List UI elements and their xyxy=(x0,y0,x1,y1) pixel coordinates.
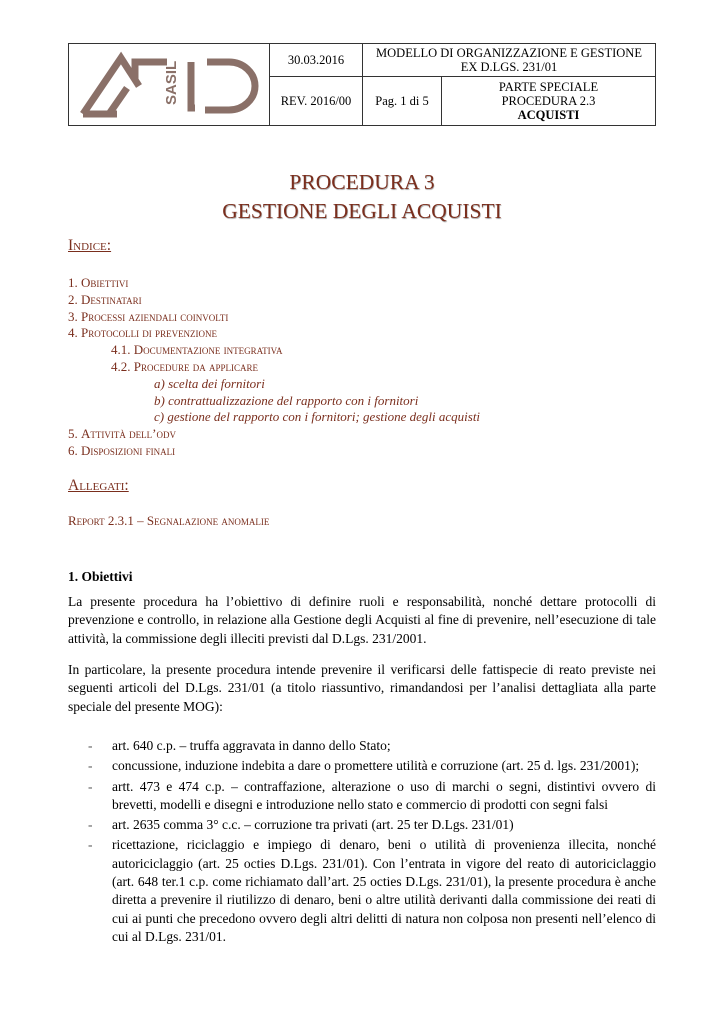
header-model-title: MODELLO DI ORGANIZZAZIONE E GESTIONE EX D.LGS. 231/01 xyxy=(363,44,656,77)
document-title-line2: GESTIONE DEGLI ACQUISTI xyxy=(222,199,502,223)
header-parte-speciale: PARTE SPECIALE xyxy=(498,80,599,94)
toc-subsubitem[interactable]: b) contrattualizzazione del rapporto con i fornitori xyxy=(154,392,419,408)
document-title-line1: PROCEDURA 3 xyxy=(289,170,435,194)
bullet-dash: - xyxy=(88,837,93,853)
list-item: - art. 640 c.p. – truffa aggravata in danno dello Stato; xyxy=(68,737,656,755)
logo-wordmark: SASIL xyxy=(163,60,180,105)
toc-subitem[interactable]: 4.2. Procedure da applicare xyxy=(111,358,258,374)
list-item: - artt. 473 e 474 c.p. – contraffazione, alterazione o uso di marchi o segni, distintivi ovvero di brevetti, modelli e disegni e introduzione nello stato e commercio di prodotti con segni falsi xyxy=(88,778,656,812)
attachment-report-link[interactable]: Report 2.3.1 – Segnalazione anomalie xyxy=(68,513,270,528)
header-date: 30.03.2016 xyxy=(270,44,363,77)
toc-item[interactable]: 2. Destinatari xyxy=(68,291,142,307)
toc-item[interactable]: 3. Processi aziendali coinvolti xyxy=(68,308,229,324)
logo-cell xyxy=(69,44,270,126)
offense-list xyxy=(68,737,656,948)
toc-item[interactable]: 6. Disposizioni finali xyxy=(68,442,176,458)
attachments-heading: Allegati: xyxy=(68,477,129,494)
toc-subitem[interactable]: 4.1. Documentazione integrativa xyxy=(111,342,283,358)
section-heading-obiettivi: 1. Obiettivi xyxy=(68,569,133,584)
list-item: - concussione, induzione indebita a dare o promettere utilità e corruzione (art. 25 d. lgs. 231/2001); xyxy=(68,757,656,775)
header-table xyxy=(68,43,656,126)
toc-item[interactable]: 1. Obiettivi xyxy=(68,275,129,290)
header-acquisti: ACQUISTI xyxy=(517,108,580,122)
header-revision: REV. 2016/00 xyxy=(270,77,363,126)
header-procedure-cell xyxy=(442,77,656,126)
bullet-dash: - xyxy=(88,778,93,794)
header-procedure-code: PROCEDURA 2.3 xyxy=(501,94,596,108)
toc-item[interactable]: 4. Protocolli di prevenzione xyxy=(68,325,218,341)
paragraph-intro: La presente procedura ha l’obiettivo di definire ruoli e responsabilità, nonché dettare protocolli di prevenzione e controllo, in relazione alla Gestione degli Acquisti al fine di prevenire, nell’esecuzione di tale attività, la commissione degli illeciti previsti dal D.Lgs. 231/2001. xyxy=(68,594,656,646)
header-page-number: Pag. 1 di 5 xyxy=(363,77,442,126)
list-item: - ricettazione, riciclaggio e impiego di denaro, beni o utilità di provenienza illecita, nonché autoriciclaggio (art. 25 octies D.Lgs. 231/01). Con l’entrata in vigore del reato di autoriciclaggio (art. 648 ter.1 c.p. come richiamato dall’art. 25 octies D.Lgs. 231/01), la presente procedura è anche diretta a prevenire il riutilizzo di denaro, beni o altre utilità derivanti dalla commissione dei reati di cui ai punti che precedono ovvero degli altri delitti di natura non colposa non presenti nell’elenco di cui al D.Lgs. 231/01. xyxy=(88,837,656,944)
toc-subsubitem[interactable]: a) scelta dei fornitori xyxy=(154,375,265,391)
toc-item[interactable]: 5. Attività dell’odv xyxy=(68,426,176,442)
bullet-dash: - xyxy=(88,758,93,774)
bullet-dash: - xyxy=(88,738,93,753)
bullet-dash: - xyxy=(88,817,93,833)
company-logo xyxy=(69,44,269,122)
table-of-contents xyxy=(68,275,668,460)
list-item: - art. 2635 comma 3° c.c. – corruzione tra privati (art. 25 ter D.Lgs. 231/01) xyxy=(68,816,656,834)
index-heading: Indice: xyxy=(68,237,112,254)
toc-subsubitem[interactable]: c) gestione del rapporto con i fornitori; gestione degli acquisti xyxy=(154,409,481,425)
paragraph-particolare: In particolare, la presente procedura intende prevenire il verificarsi delle fattispecie di reato previste nei seguenti articoli del D.Lgs. 231/01 (a titolo riassuntivo, rimandandosi per l’analisi dettagliata alla parte speciale del presente MOG): xyxy=(68,662,656,714)
